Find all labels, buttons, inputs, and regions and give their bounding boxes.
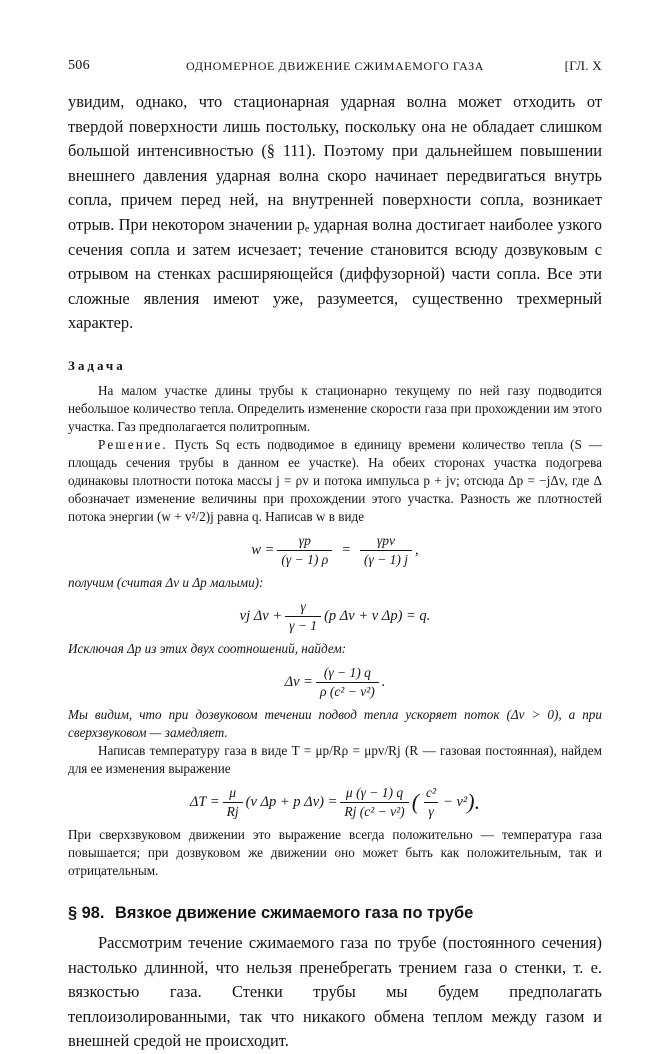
formula-temperature-change [68, 785, 602, 820]
f4-fraction-1 [223, 785, 243, 820]
f3-den: ρ (c² − v²) [316, 682, 379, 700]
solution-text: Пусть Sq есть подводимое в единицу времени количество тепла (S — площадь сечения трубы в данном ее участке). На обеих сторонах участка подогрева одинаковы плотности потока массы j = ρv и потока импульса p + jv; отсюда Δp = −jΔv, где Δ обозначает изменение величины при прохождении этого участка. Разность же плотностей потока энергии (w + v²/2)j равна q. Написав w в виде [68, 436, 603, 524]
solution-paragraph [68, 436, 602, 526]
task-heading: Задача [68, 357, 126, 373]
running-title: ОДНОМЕРНОЕ ДВИЖЕНИЕ СЖИМАЕМОГО ГАЗА [186, 59, 484, 73]
text-we-see: Мы видим, что при дозвуковом течении подвод тепла ускоряет поток (Δv > 0), а при сверхзвуковом — замедляет. [68, 706, 602, 740]
f2-right: (p Δv + v Δp) = q. [324, 607, 431, 624]
f4-num2: μ (γ − 1) q [345, 784, 404, 800]
f4-num3: c² [426, 784, 437, 800]
f4-minus: − v² [443, 793, 468, 810]
text-we-get: получим (считая Δv и Δp малыми): [68, 574, 264, 590]
f1-den2: (γ − 1) j [360, 550, 412, 568]
f1-num1: γp [298, 532, 311, 548]
f2-left: vj Δv + [239, 607, 283, 624]
section-paragraph: Рассмотрим течение сжимаемого газа по трубе (постоянного сечения) настолько длинной, что нельзя пренебрегать трением газа о стенки, т. е. вязкостью газа. Стенки трубы мы будем предполагать теплоизолированными, так что никакого обмена теплом между газом и внешней средой не происходит. [68, 932, 602, 1051]
f1-eq: = [341, 541, 351, 558]
f2-num: γ [300, 598, 306, 614]
section-title: Вязкое движение сжимаемого газа по трубе [115, 903, 474, 922]
text-excluding: Исключая Δp из этих двух соотношений, найдем: [68, 640, 347, 656]
chapter-label: [ГЛ. X [564, 58, 602, 73]
f4-den2: Rj (c² − v²) [340, 802, 408, 820]
f4-den3: γ [424, 802, 437, 820]
section-heading [68, 904, 602, 923]
running-head [68, 58, 602, 80]
f4-num1: μ [229, 784, 237, 800]
intro-paragraph: увидим, однако, что стационарная ударная волна может отходить от твердой поверхности лишь постольку, поскольку она не обладает слишком большой интенсивностью (§ 111). Поэтому при дальнейшем повышении внешнего давления ударная волна скоро начинает передвигаться внутрь сопла, причем перед ней, на внутренней поверхности сопла, возникает отрыв. При некотором значении pₑ ударная волна достигает наиболее узкого сечения сопла и затем исчезает; течение становится всюду дозвуковым с отрывом на стенках расширяющейся (диффузорной) части сопла. Все эти сложные явления имеют уже, разумеется, существенно трехмерный характер. [68, 92, 602, 333]
f3-lhs: Δv = [284, 673, 313, 690]
text-temperature: Написав температуру газа в виде T = μp/Rρ = μpv/Rj (R — газовая постоянная), найдем для ее изменения выражение [68, 742, 602, 776]
f1-tail: , [415, 541, 419, 558]
f3-num: (γ − 1) q [323, 664, 371, 680]
f4-lhs: ΔT = [189, 793, 220, 810]
book-page [68, 58, 603, 1051]
f3-tail: . [381, 673, 386, 690]
f4-paren-close: ). [467, 789, 481, 815]
formula-enthalpy [68, 533, 602, 568]
solution-label: Решение. [98, 436, 168, 452]
f1-fraction-2 [360, 533, 412, 568]
formula-velocity-change [68, 665, 602, 700]
section-number: § 98. [68, 903, 105, 922]
page-number: 506 [68, 58, 90, 73]
f1-lhs: w = [251, 541, 275, 558]
task-statement: На малом участке длины трубы к стационарно текущему по ней газу подводится небольшое количество тепла. Определить изменение скорости газа при прохождении им этого участка. Газ предполагается политропным. [68, 382, 602, 434]
text-supersonic: При сверхзвуковом движении это выражение всегда положительно — температура газа повышается; при дозвуковом же движении оно может быть как положительным, так и отрицательным. [68, 826, 602, 878]
formula-energy-balance [68, 599, 602, 634]
f4-mid: (v Δp + p Δv) = [245, 793, 338, 810]
f4-fraction-2 [340, 785, 408, 820]
f4-fraction-3 [422, 785, 440, 820]
f1-den1: (γ − 1) ρ [277, 550, 332, 568]
f2-fraction [285, 599, 321, 634]
f3-fraction [316, 665, 379, 700]
f4-den1: Rj [223, 802, 243, 820]
f1-fraction-1 [277, 533, 332, 568]
f2-den: γ − 1 [285, 616, 321, 634]
f1-num2: γpv [376, 532, 396, 548]
f4-paren-open: ( [411, 789, 420, 815]
